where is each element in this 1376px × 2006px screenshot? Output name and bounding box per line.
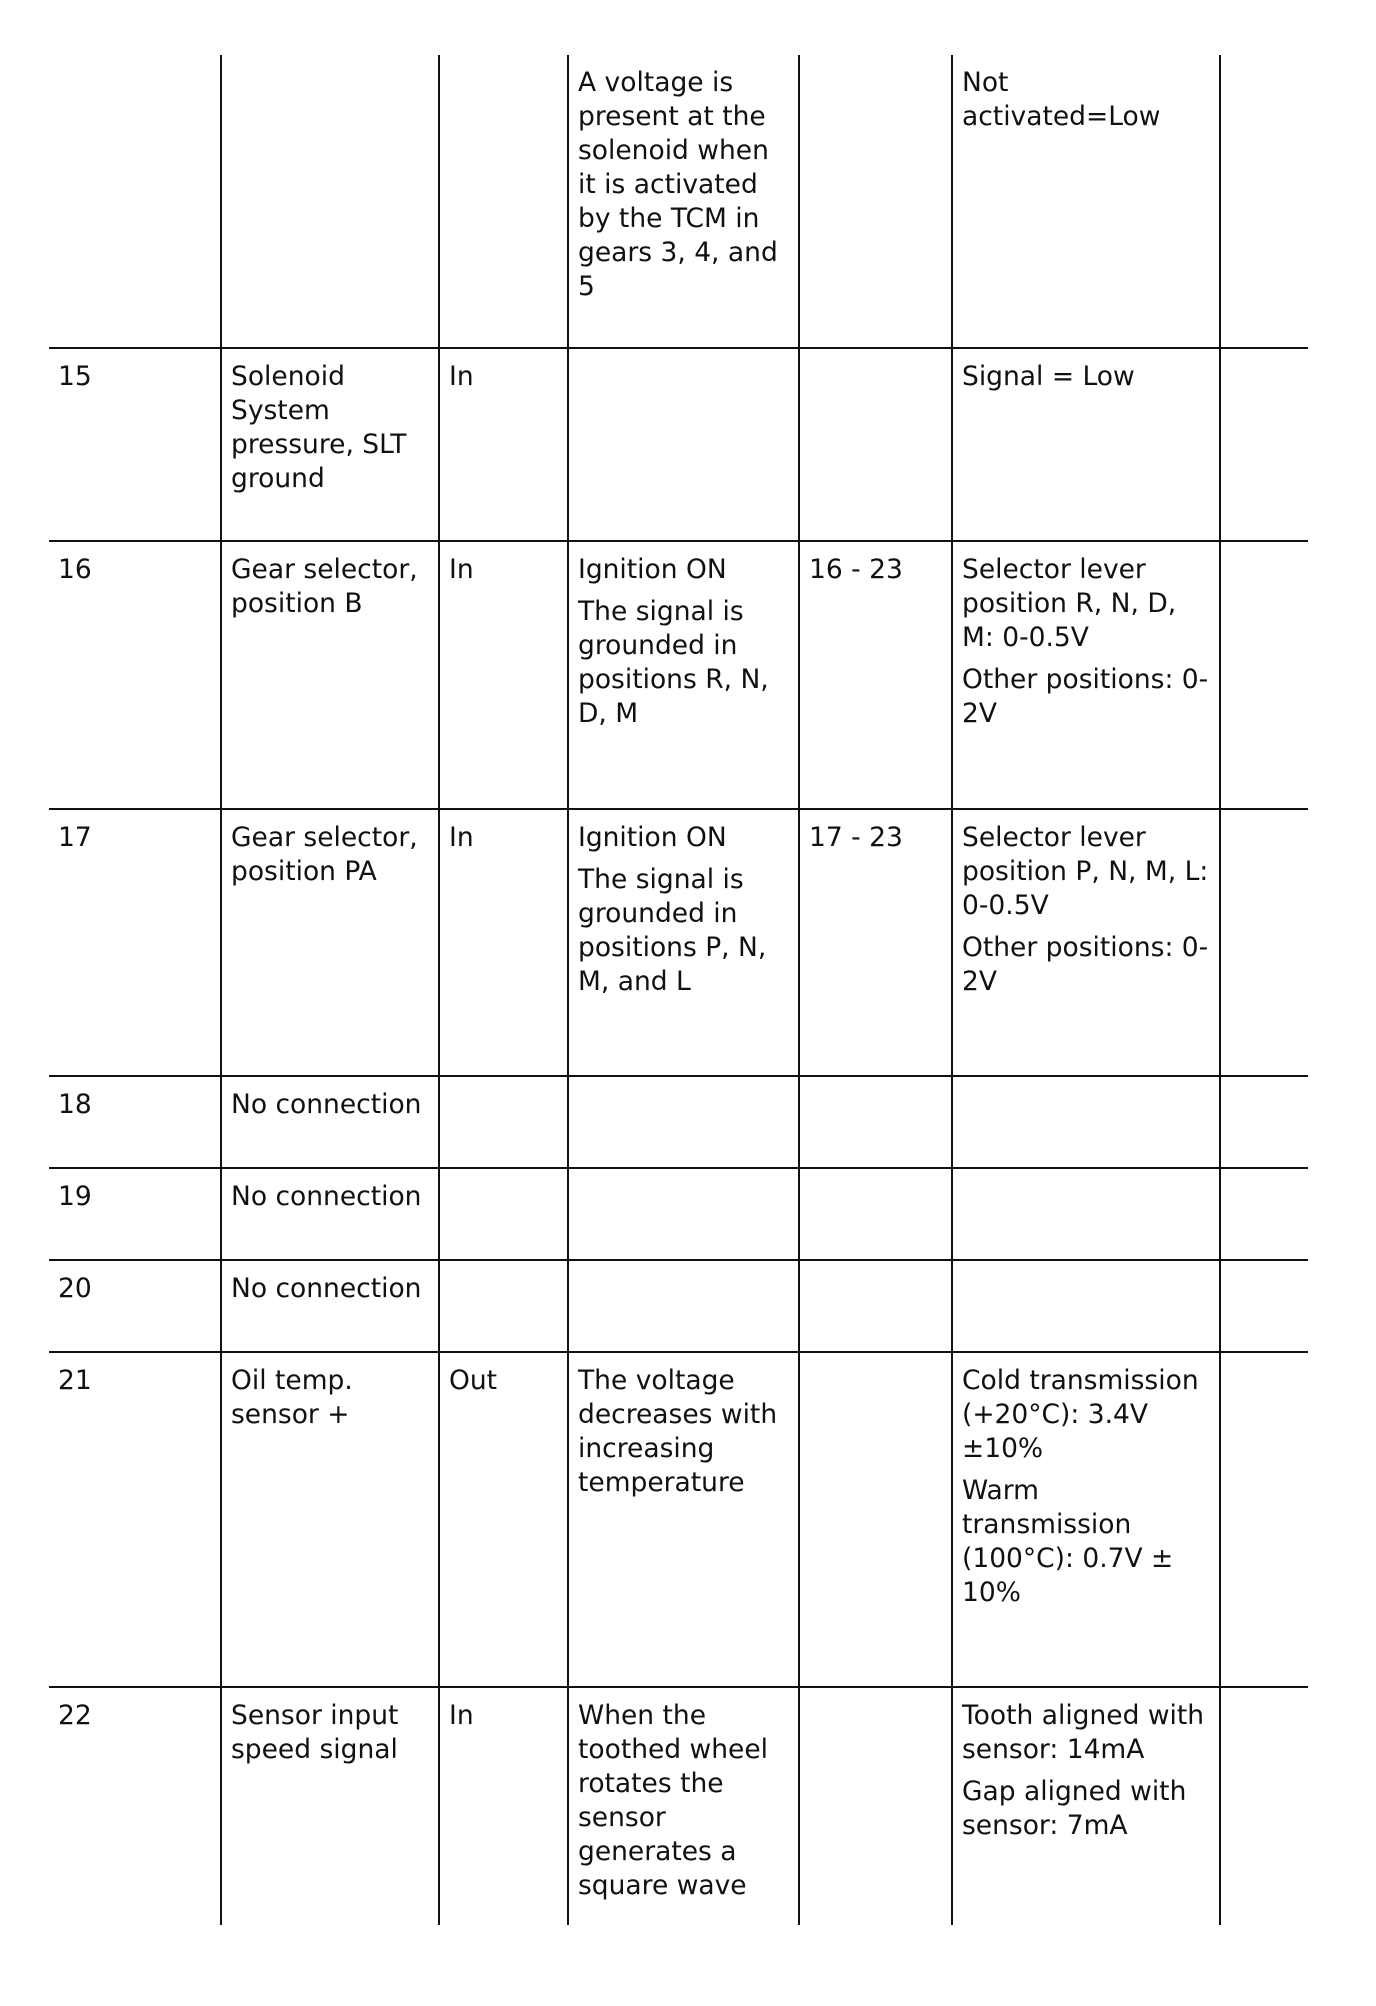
measure-pins-cell: 16 - 23 (799, 541, 952, 809)
extra-cell (1220, 348, 1308, 541)
function-cell (221, 1168, 439, 1260)
cell-paragraph: Gap aligned with sensor: 7mA (962, 1776, 1187, 1841)
function-cell (221, 55, 439, 348)
pin-number-cell: 21 (49, 1352, 221, 1687)
cell-paragraph: No connection (231, 1089, 422, 1120)
cell-paragraph: Tooth aligned with sensor: 14mA (962, 1700, 1205, 1765)
cell-paragraph: Cold transmission (+20°C): 3.4V ±10% (962, 1365, 1199, 1464)
value-cell (952, 55, 1220, 348)
table-row (49, 1352, 1308, 1687)
pin-number-cell: 18 (49, 1076, 221, 1168)
value-cell (952, 809, 1220, 1076)
value-cell (952, 1260, 1220, 1352)
cell-paragraph: Sensor input speed signal (231, 1700, 399, 1765)
value-cell (952, 1687, 1220, 1925)
value-cell (952, 348, 1220, 541)
function-cell (221, 541, 439, 809)
direction-cell (439, 1260, 568, 1352)
cell-paragraph: Ignition ON (578, 554, 727, 585)
pin-table (49, 55, 1308, 1925)
measure-pins-cell (799, 55, 952, 348)
table-row (49, 1260, 1308, 1352)
value-cell (952, 1168, 1220, 1260)
extra-cell (1220, 1168, 1308, 1260)
table-row (49, 809, 1308, 1076)
direction-cell: In (439, 1687, 568, 1925)
table-row (49, 348, 1308, 541)
pin-number-cell (49, 55, 221, 348)
pin-number-cell: 17 (49, 809, 221, 1076)
pin-number-cell: 22 (58, 1700, 92, 1731)
cell-paragraph: When the toothed wheel rotates the sensor generates a square wave (578, 1700, 768, 1901)
cell-paragraph: Ignition ON (578, 822, 727, 853)
description-cell (568, 55, 799, 348)
cell-paragraph: The voltage decreases with increasing temperature (578, 1365, 778, 1498)
cell-paragraph: Gear selector, position B (231, 554, 418, 619)
cell-paragraph: Selector lever position P, N, M, L: 0-0.5V (962, 822, 1209, 921)
table-row (49, 1168, 1308, 1260)
function-cell (221, 348, 439, 541)
cell-paragraph: Signal = Low (962, 361, 1135, 392)
direction-cell (439, 55, 568, 348)
direction-cell (439, 1168, 568, 1260)
table-row (49, 1687, 1308, 1925)
extra-cell (1220, 1076, 1308, 1168)
function-cell (221, 1076, 439, 1168)
extra-cell (1220, 541, 1308, 809)
function-cell (221, 809, 439, 1076)
direction-cell: In (439, 809, 568, 1076)
cell-paragraph: The signal is grounded in positions R, N, D, M (578, 596, 769, 729)
extra-cell (1220, 1352, 1308, 1687)
pin-number-cell: 16 (49, 541, 221, 809)
cell-paragraph: A voltage is present at the solenoid when it is activated by the TCM in gears 3, 4, and 5 (578, 67, 778, 302)
table-row (49, 55, 1308, 348)
cell-paragraph: Gear selector, position PA (231, 822, 418, 887)
pin-number-cell: 20 (49, 1260, 221, 1352)
direction-cell (439, 1076, 568, 1168)
measure-pins-cell (799, 1168, 952, 1260)
description-cell (568, 1687, 799, 1925)
measure-pins-cell: 17 - 23 (799, 809, 952, 1076)
cell-paragraph: Oil temp. sensor + (231, 1365, 353, 1430)
extra-cell (1220, 1687, 1308, 1925)
extra-cell (1220, 809, 1308, 1076)
cell-paragraph: No connection (231, 1273, 422, 1304)
measure-pins-cell (799, 1076, 952, 1168)
extra-cell (1220, 55, 1308, 348)
pin-number-cell: 15 (49, 348, 221, 541)
cell-paragraph: Other positions: 0-2V (962, 664, 1209, 729)
cell-paragraph: Not activated=Low (962, 67, 1161, 132)
description-cell (568, 541, 799, 809)
cell-paragraph: No connection (231, 1181, 422, 1212)
description-cell (568, 1168, 799, 1260)
description-cell (568, 1352, 799, 1687)
table-row (49, 1076, 1308, 1168)
measure-pins-cell (799, 348, 952, 541)
measure-pins-cell (799, 1687, 952, 1925)
extra-cell (1220, 1260, 1308, 1352)
table-body (49, 55, 1308, 1925)
value-cell (952, 1352, 1220, 1687)
function-cell (221, 1687, 439, 1925)
direction-cell: In (439, 348, 568, 541)
cell-paragraph: Warm transmission (100°C): 0.7V ± 10% (962, 1475, 1174, 1608)
description-cell (568, 809, 799, 1076)
description-cell (568, 348, 799, 541)
measure-pins-cell (799, 1352, 952, 1687)
direction-cell: In (439, 541, 568, 809)
cell-paragraph: The signal is grounded in positions P, N, M, and L (578, 864, 767, 997)
direction-cell: Out (439, 1352, 568, 1687)
function-cell (221, 1352, 439, 1687)
value-cell (952, 1076, 1220, 1168)
table-row (49, 541, 1308, 809)
description-cell (568, 1076, 799, 1168)
description-cell (568, 1260, 799, 1352)
cell-paragraph: Selector lever position R, N, D, M: 0-0.5V (962, 554, 1177, 653)
value-cell (952, 541, 1220, 809)
pin-number-cell: 19 (49, 1168, 221, 1260)
cell-paragraph: Other positions: 0-2V (962, 932, 1209, 997)
function-cell (221, 1260, 439, 1352)
measure-pins-cell (799, 1260, 952, 1352)
cell-paragraph: Solenoid System pressure, SLT ground (231, 361, 407, 494)
